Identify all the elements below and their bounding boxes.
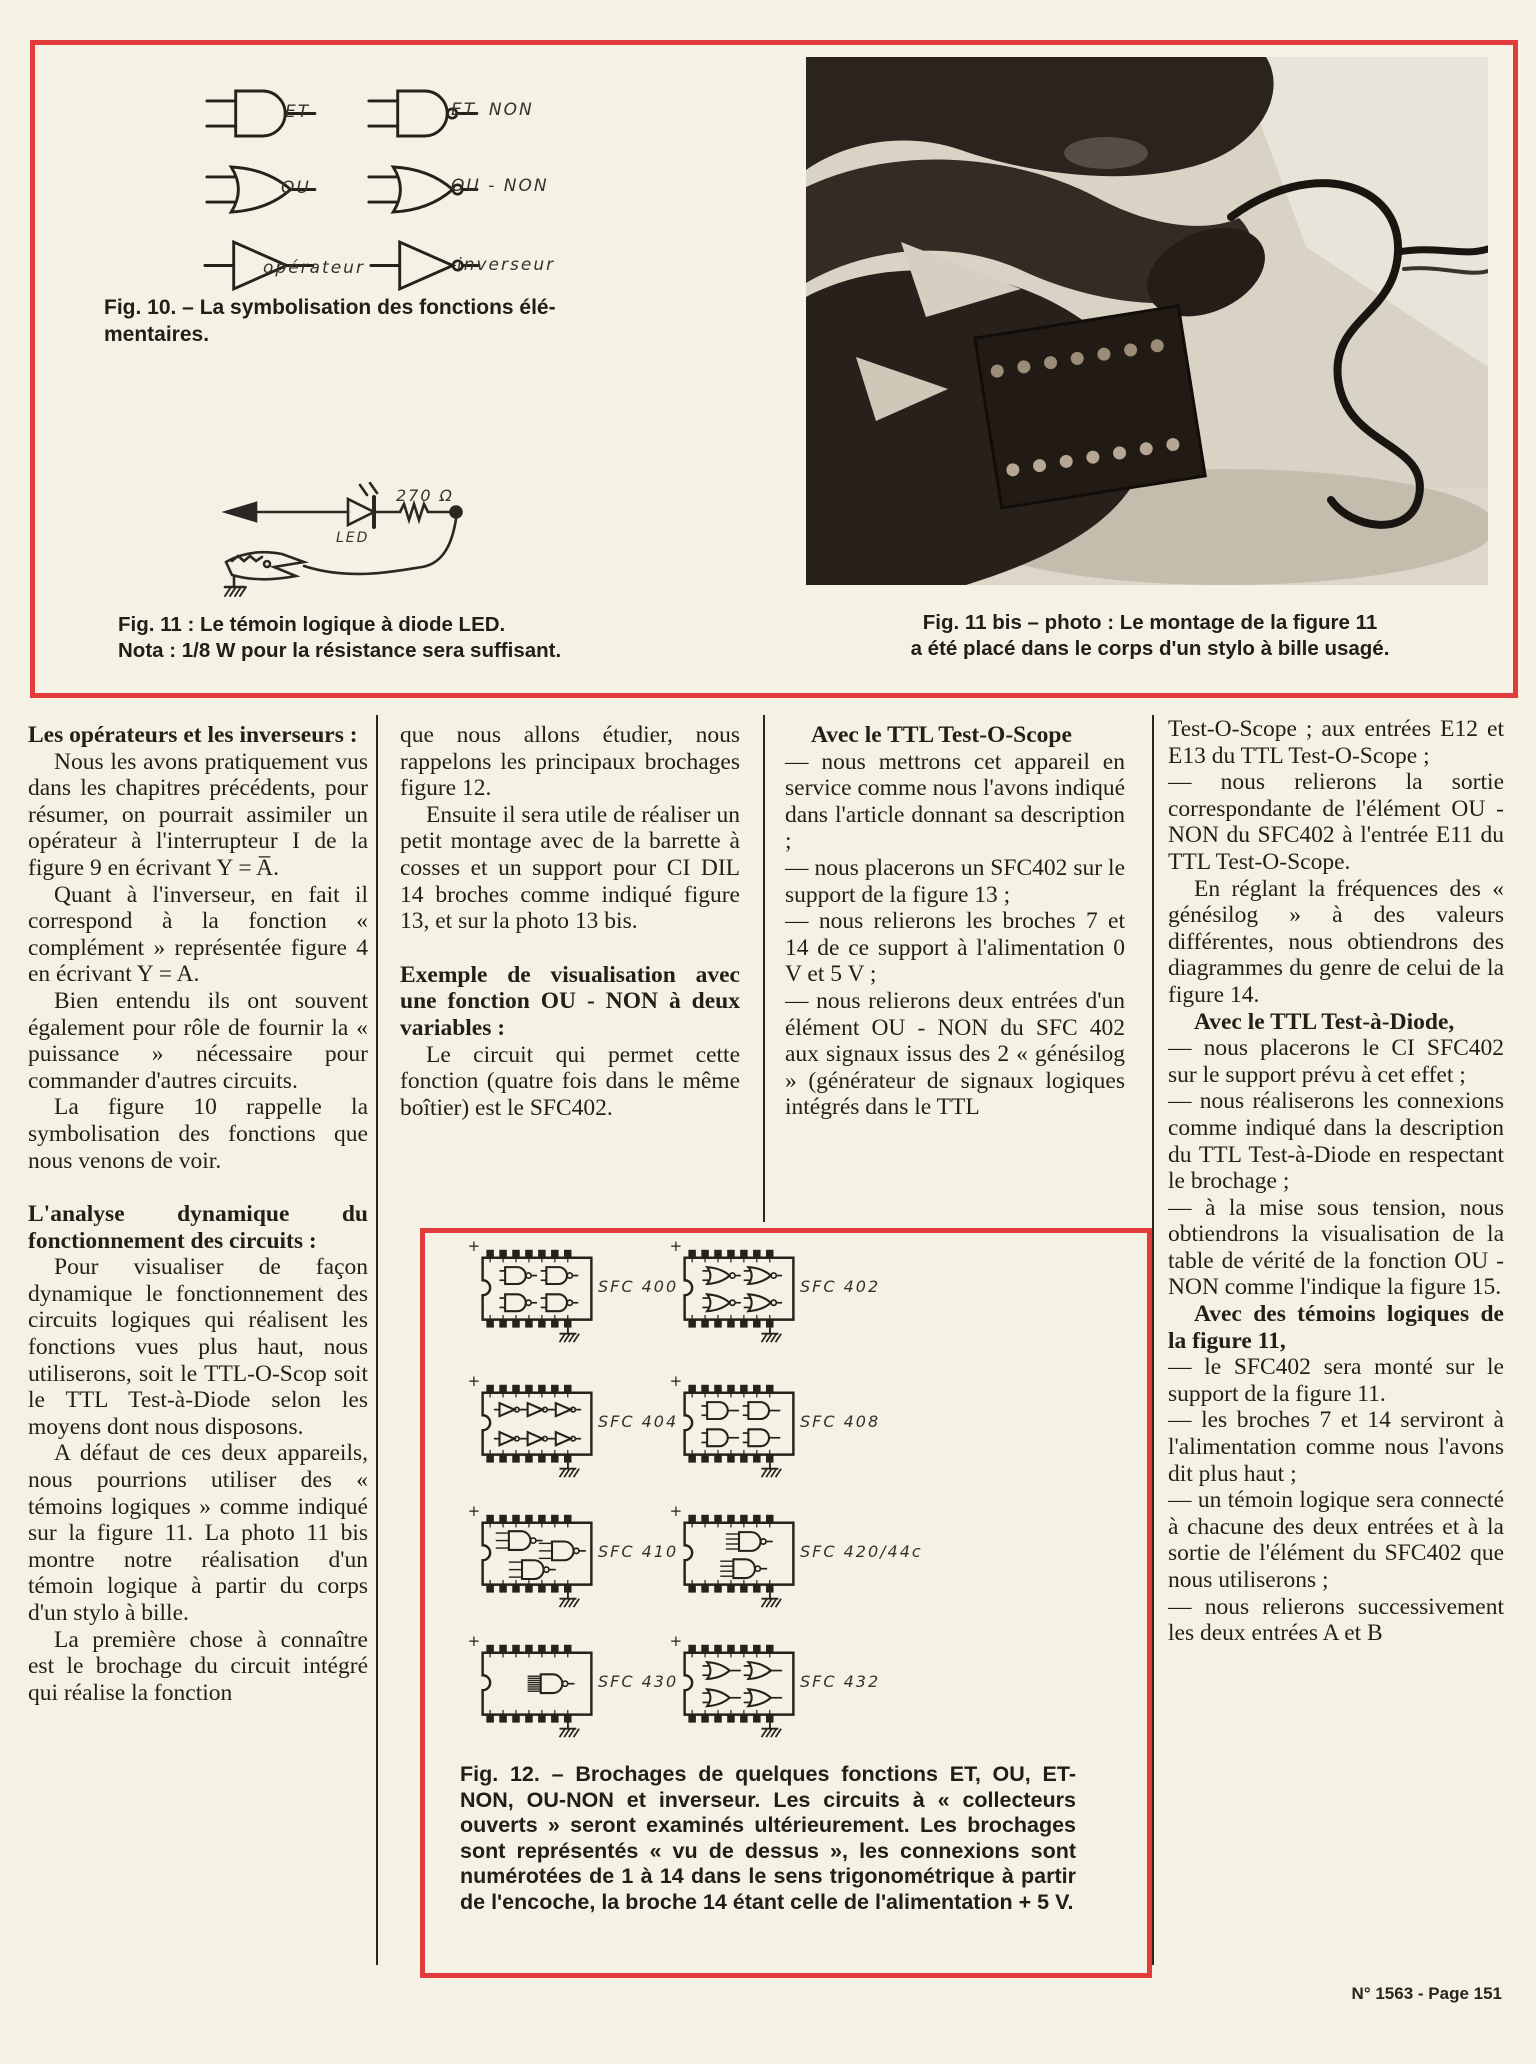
paragraph: Pour visualiser de façon dynamique le fonctionnement des circuits logiques qui réalisent les fonctions vues plus haut, nous utiliserons, soit le TTL-O-Scop soit le TTL Test-à-Diode selon les moyens dont nous disposons.: [28, 1254, 368, 1440]
paragraph: A défaut de ces deux appareils, nous pourrions utiliser des « témoins logiques » comme indiqué sur la figure 11. La photo 11 bis montre notre réalisation d'un témoin logique à partir du corps d'un stylo à bille.: [28, 1440, 368, 1626]
ic-label: SFC 404: [598, 1412, 679, 1431]
ic-diagram-sfc-404: [462, 1372, 612, 1486]
gate-label: ET. NON: [451, 100, 534, 120]
section-heading: L'analyse dynamique du fonctionnement des circuits :: [28, 1201, 368, 1254]
ic-label: SFC 408: [800, 1412, 881, 1431]
paragraph: — nous relierons deux entrées d'un élément OU - NON du SFC 402 aux signaux issus des 2 « génésilog » (générateur de signaux logiques intégrés dans le TTL: [785, 987, 1125, 1121]
ic-diagram-sfc-430: [462, 1632, 612, 1746]
gate-label: ET: [285, 102, 311, 122]
svg-text:+: +: [467, 1372, 481, 1391]
svg-text:+: +: [467, 1502, 481, 1521]
fig11bis-caption: [830, 610, 1470, 662]
paragraph: — nous placerons le CI SFC402 sur le support prévu à cet effet ;: [1168, 1035, 1504, 1088]
column-rule-1: [376, 715, 378, 1965]
gate-label: inverseur: [457, 255, 556, 275]
fig11bis-caption-line2: a été placé dans le corps d'un stylo à bille usagé.: [910, 637, 1390, 660]
paragraph: Quant à l'inverseur, en fait il correspond à la fonction « complément » représentée figure 4 en écrivant Y = A.: [28, 881, 368, 988]
paragraph: Le circuit qui permet cette fonction (quatre fois dans le même boîtier) est le SFC402.: [400, 1041, 740, 1121]
text-column-4: [1168, 716, 1504, 2004]
paragraph: La figure 10 rappelle la symbolisation des fonctions que nous venons de voir.: [28, 1094, 368, 1174]
paragraph: que nous allons étudier, nous rappelons les principaux brochages figure 12.: [400, 722, 740, 802]
ic-diagram-sfc-400: [462, 1237, 612, 1351]
paragraph: — nous mettrons cet appareil en service comme nous l'avons indiqué dans l'article donnant sa description ;: [785, 748, 1125, 855]
paragraph: — nous relierons les broches 7 et 14 de ce support à l'alimentation 0 V et 5 V ;: [785, 908, 1125, 988]
ic-diagram-sfc-408: [664, 1372, 814, 1486]
photo-fingers-circuit-icon: [806, 57, 1488, 585]
section-heading: Les opérateurs et les inverseurs :: [28, 722, 358, 748]
fig10-caption: [104, 294, 614, 348]
fig11-caption-line2: Nota : 1/8 W pour la résistance sera suffisant.: [118, 639, 562, 662]
svg-text:+: +: [467, 1632, 481, 1651]
ic-diagram-sfc-432: [664, 1632, 814, 1746]
paragraph: — nous placerons un SFC402 sur le support de la figure 13 ;: [785, 854, 1125, 908]
fig11bis-caption-line1: Fig. 11 bis – photo : Le montage de la figure 11: [922, 611, 1378, 634]
paragraph: Test-O-Scope ; aux entrées E12 et E13 du TTL Test-O-Scope ;: [1168, 716, 1504, 769]
ic-label: SFC 420/44c: [800, 1542, 923, 1561]
paragraph: — les broches 7 et 14 serviront à l'alimentation comme nous l'avons dit plus haut ;: [1168, 1407, 1504, 1487]
column-rule-2: [763, 715, 765, 1222]
svg-text:+: +: [467, 1237, 481, 1256]
ic-label: SFC 430: [598, 1672, 679, 1691]
section-heading: Exemple de visualisation avec une fonction OU - NON à deux variables :: [400, 961, 740, 1041]
paragraph: La première chose à connaître est le brochage du circuit intégré qui réalise la fonction: [28, 1626, 368, 1706]
fig12-caption: Fig. 12. – Brochages de quelques fonctions ET, OU, ET-NON, OU-NON et inverseur. Les circuits à « collecteurs ouverts » seront examinés ultérieurement. Les brochages sont représentés « vu de dessus », les connexions sont numérotées de 1 à 14 dans le sens trigonométrique à partir de l'encoche, la broche 14 étant celle de l'alimentation + 5 V.: [460, 1762, 1076, 1914]
paragraph: — à la mise sous tension, nous obtiendrons la visualisation de la table de vérité de la fonction OU - NON comme l'indique la figure 15.: [1168, 1194, 1504, 1301]
svg-text:+: +: [669, 1237, 683, 1256]
ic-label: SFC 400: [598, 1277, 679, 1296]
ic-label: SFC 402: [800, 1277, 881, 1296]
paragraph: Bien entendu ils ont souvent également pour rôle de fournir la « puissance » nécessaire pour commander d'autres circuits.: [28, 987, 368, 1094]
paragraph: — nous relierons la sortie correspondante de l'élément OU - NON du SFC402 à l'entrée E11 du TTL Test-O-Scope.: [1168, 769, 1504, 875]
fig11-caption-line1: Fig. 11 : Le témoin logique à diode LED.: [118, 613, 506, 636]
fig11-caption: [118, 612, 638, 664]
text-column-2: [400, 722, 740, 1218]
paragraph: En réglant la fréquences des « génésilog » à des valeurs différentes, nous obtiendrons des diagrammes du genre de celui de la figure 14.: [1168, 875, 1504, 1008]
paragraph: — un témoin logique sera connecté à chacune des deux entrées et à la sortie de l'élément du SFC402 que nous utiliserons ;: [1168, 1487, 1504, 1593]
ic-label: SFC 410: [598, 1542, 679, 1561]
gate-label: opérateur: [263, 258, 365, 278]
fig11bis-photo: [806, 57, 1488, 590]
ic-diagram-sfc-402: [664, 1237, 814, 1351]
svg-text:+: +: [669, 1632, 683, 1651]
text-column-1: [28, 722, 368, 2010]
paragraph: Ensuite il sera utile de réaliser un petit montage avec de la barrette à cosses et un support pour CI DIL 14 broches comme indiqué figure 13, et sur la photo 13 bis.: [400, 801, 740, 935]
gate-label: OU - NON: [451, 176, 549, 196]
fig10-caption-line2: mentaires.: [104, 323, 210, 346]
ic-diagram-sfc-420-44c: [664, 1502, 814, 1616]
paragraph: — le SFC402 sera monté sur le support de la figure 11.: [1168, 1354, 1504, 1407]
gate-label: OU: [281, 178, 311, 198]
ic-diagram-sfc-410: [462, 1502, 612, 1616]
paragraph: — nous réaliserons les connexions comme indiqué dans la description du TTL Test-à-Diode en respectant le brochage ;: [1168, 1088, 1504, 1195]
fig11-resistor-value-label: 270 Ω: [396, 486, 454, 505]
paragraph: — nous relierons successivement les deux entrées A et B: [1168, 1593, 1504, 1647]
page-number: N° 1563 - Page 151: [1351, 1984, 1502, 2003]
text-column-3: [785, 722, 1125, 1218]
svg-text:+: +: [669, 1372, 683, 1391]
svg-text:+: +: [669, 1502, 683, 1521]
section-heading: Avec le TTL Test-O-Scope: [811, 722, 1072, 748]
column-rule-3: [1152, 715, 1154, 1965]
fig10-caption-line1: Fig. 10. – La symbolisation des fonctions élé-: [104, 296, 556, 319]
section-heading: Avec le TTL Test-à-Diode,: [1194, 1008, 1455, 1035]
paragraph: Nous les avons pratiquement vus dans les chapitres précédents, pour résumer, on pourrait assimiler un opérateur à l'interrupteur I de la figure 9 en écrivant Y = A̅.: [28, 748, 368, 881]
ic-label: SFC 432: [800, 1672, 881, 1691]
section-heading: Avec des témoins logiques de la figure 11,: [1168, 1301, 1504, 1354]
fig11-led-label: LED: [336, 530, 370, 546]
